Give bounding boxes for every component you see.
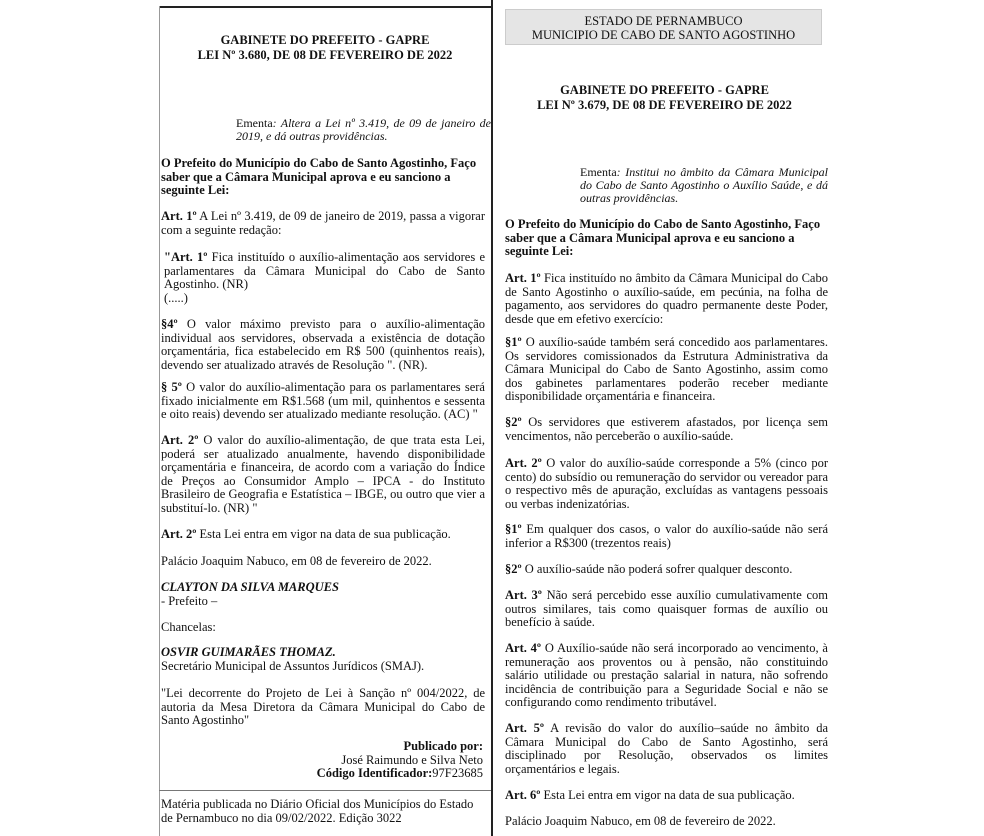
quoted-art1-text: Fica instituído o auxílio-alimentação aos servidores e parlamentares da Câmara Municipal do Cabo de Santo Agostinho. (NR) (164, 250, 485, 292)
left-ementa (236, 117, 491, 143)
left-office-heading (159, 33, 491, 63)
left-border (159, 6, 160, 836)
par5-text: O valor do auxílio-alimentação para os parlamentares será fixado inicialmente em R$1.568 (um mil, quinhentos e sessenta e oito reais) devendo ser atualizado mediante resolução. (AC) " (161, 380, 485, 422)
quoted-art1-label: "Art. 1º (164, 250, 208, 264)
right-par1b (505, 523, 828, 550)
left-mayor-signature (161, 581, 485, 608)
left-document-page (159, 0, 491, 836)
state-name: ESTADO DE PERNAMBUCO (584, 14, 743, 28)
art2a-label: Art. 2º (161, 433, 199, 447)
law-title: LEI Nº 3.679, DE 08 DE FEVEREIRO DE 2022 (537, 98, 792, 112)
top-rule (159, 6, 491, 8)
art2b-text: Esta Lei entra em vigor na data de sua publicação. (196, 527, 451, 541)
published-by-label: Publicado por: (403, 739, 483, 753)
par4-label: §4º (161, 317, 178, 331)
art6-label: Art. 6º (505, 788, 541, 802)
right-art5 (505, 722, 828, 776)
code-label: Código Identificador: (316, 766, 433, 781)
left-art2a (161, 434, 485, 516)
right-ementa (580, 166, 828, 205)
par4-text: O valor máximo previsto para o auxílio-alimentação individual aos servidores, observada a existência de dotação orçamentária, fica estabelecido em R$ 500 (quinhentos reais), devendo ser atualizado através de Resolução ". (NR). (161, 317, 485, 372)
par1a-label: §1º (505, 335, 522, 349)
art3-label: Art. 3º (505, 588, 542, 602)
par2a-label: §2º (505, 415, 522, 429)
right-par2a (505, 416, 828, 443)
art2-label: Art. 2º (505, 456, 542, 470)
art5-label: Art. 5º (505, 721, 545, 735)
left-quoted-art1 (164, 251, 485, 305)
right-document-page (491, 0, 828, 836)
municipality-name: MUNICIPIO DE CABO DE SANTO AGOSTINHO (531, 28, 796, 42)
left-palace: Palácio Joaquim Nabuco, em 08 de fevereiro de 2022. (161, 554, 432, 568)
code-value: 97F23685 (432, 766, 483, 781)
left-art1 (161, 210, 485, 237)
left-preamble: O Prefeito do Município do Cabo de Santo Agostinho, Faço saber que a Câmara Municipal aprova e eu sanciono a seguinte Lei: (161, 156, 477, 198)
art1-label: Art. 1º (505, 271, 541, 285)
right-art2 (505, 457, 828, 511)
par1a-text: O auxílio-saúde também será concedido aos parlamentares. Os servidores comissionados da Estrutura Administrativa da Câmara Municipal do Cabo de Santo Agostinho, assim como dos gabinetes parlamentares poderão receber mediante disponibilidade orçamentária e financeira. (505, 335, 828, 404)
left-art2b (161, 528, 485, 542)
left-par5 (161, 381, 485, 422)
par2a-text: Os servidores que estiverem afastados, por licença sem vencimentos, não perceberão o auxílio-saúde. (505, 415, 828, 443)
page-divider (491, 0, 493, 836)
published-by-name: José Raimundo e Silva Neto (341, 752, 483, 767)
right-office-heading (501, 83, 828, 113)
ellipsis: (.....) (164, 290, 188, 305)
left-par4 (161, 318, 485, 372)
mayor-role: - Prefeito – (161, 593, 218, 608)
ementa-label: Ementa (236, 116, 273, 130)
footer-rule (159, 790, 491, 791)
art1-text: Fica instituído no âmbito da Câmara Municipal do Cabo de Santo Agostinho o auxílio-saúde, em pecúnia, na folha de pagamento, aos servidores do quadro permanente deste Poder, desde que em efetivo exercício: (505, 271, 828, 326)
par1b-label: §1º (505, 522, 522, 536)
art1-label: Art. 1º (161, 209, 197, 223)
par2b-label: §2º (505, 562, 522, 576)
right-palace: Palácio Joaquim Nabuco, em 08 de fevereiro de 2022. (505, 814, 776, 828)
left-origin-note: "Lei decorrente do Projeto de Lei à Sanção nº 004/2022, de autoria da Mesa Diretora da Câmara Municipal do Cabo de Santo Agostinho" (161, 686, 485, 728)
right-par2b (505, 563, 828, 577)
right-art4 (505, 642, 828, 710)
left-secretary-signature (161, 646, 485, 673)
right-header-band (505, 9, 822, 45)
right-art1 (505, 272, 828, 326)
left-publication-block (161, 740, 483, 781)
office-name: GABINETE DO PREFEITO - GAPRE (220, 33, 430, 47)
art2-text: O valor do auxílio-saúde corresponde a 5% (cinco por cento) do subsídio ou remuneração do servidor ou vereador para o respectivo mês de apuração, excluídas as vantagens pessoais ou verbas indenizatórias. (505, 456, 828, 511)
art5-text: A revisão do valor do auxílio–saúde no âmbito da Câmara Municipal do Cabo de Santo Agostinho, será disciplinado por Resolução, observados os limites orçamentários e legais. (505, 721, 828, 776)
right-art3 (505, 589, 828, 630)
par1b-text: Em qualquer dos casos, o valor do auxílio-saúde não será inferior a R$300 (trezentos reais) (505, 522, 828, 550)
par5-label: § 5º (161, 380, 182, 394)
art4-text: O Auxílio-saúde não será incorporado ao vencimento, à remuneração aos proventos ou à pensão, não constituindo salário utilidade ou prestação salarial in natura, não sofrendo incidência de contribuição para a Seguridade Social e não se configurando como rendimento tributável. (505, 641, 828, 710)
par2b-text: O auxílio-saúde não poderá sofrer qualquer desconto. (521, 562, 793, 576)
secretary-role: Secretário Municipal de Assuntos Jurídicos (SMAJ). (161, 658, 425, 673)
art3-text: Não será percebido esse auxílio cumulativamente com outros similares, tais como quaisquer formas de auxílio ou benefício à saúde. (505, 588, 828, 630)
right-art6 (505, 789, 828, 803)
art4-label: Art. 4º (505, 641, 542, 655)
ementa-text: : Institui no âmbito da Câmara Municipal do Cabo de Santo Agostinho o Auxílio Saúde, e dá outras providências. (580, 165, 828, 205)
law-title: LEI Nº 3.680, DE 08 DE FEVEREIRO DE 2022 (197, 48, 453, 62)
art1-text: A Lei nº 3.419, de 09 de janeiro de 2019, passa a vigorar com a seguinte redação: (161, 209, 485, 237)
secretary-name: OSVIR GUIMARÃES THOMAZ. (161, 645, 336, 659)
mayor-name: CLAYTON DA SILVA MARQUES (161, 580, 339, 594)
right-preamble: O Prefeito do Município do Cabo de Santo Agostinho, Faço saber que a Câmara Municipal aprova e eu sanciono a seguinte Lei: (505, 217, 821, 259)
art2a-text: O valor do auxílio-alimentação, de que trata esta Lei, poderá ser atualizado anualmente, havendo disponibilidade orçamentária e financeira, de acordo com a variação do Índice de Preços ao Consumidor Amplo – IPCA - do Instituto Brasileiro de Geografia e Estatística – IBGE, ou outro que vier a substituí-lo. (NR) " (161, 433, 485, 515)
ementa-text: : Altera a Lei nº 3.419, de 09 de janeiro de 2019, e dá outras providências. (236, 116, 491, 143)
ementa-label: Ementa (580, 165, 617, 179)
left-chancelas: Chancelas: (161, 620, 216, 634)
right-par1a (505, 336, 828, 404)
art2b-label: Art. 2º (161, 527, 197, 541)
left-footer: Matéria publicada no Diário Oficial dos Municípios do Estado de Pernambuco no dia 09/02/2022. Edição 3022 (161, 797, 474, 825)
office-name: GABINETE DO PREFEITO - GAPRE (560, 83, 769, 97)
art6-text: Esta Lei entra em vigor na data de sua publicação. (540, 788, 795, 802)
